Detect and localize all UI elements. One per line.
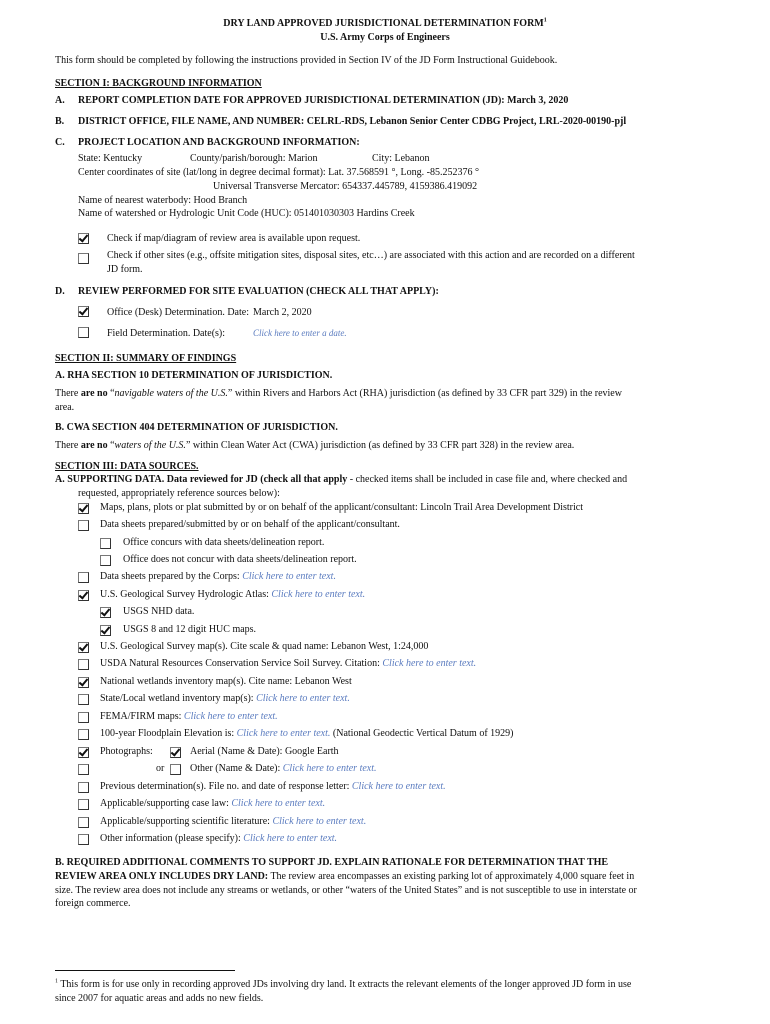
- case-law-checkbox[interactable]: [78, 799, 89, 810]
- rha-text: There are no “navigable waters of the U.S.” within Rivers and Harbors Act (RHA) jurisdiction (as defined by 33 CFR part 329) in the review: [55, 388, 622, 399]
- other-sites-label: Check if other sites (e.g., offsite mitigation sites, disposal sites, etc…) are associated with this action and are recorded on a different: [107, 250, 635, 261]
- utm-field: Universal Transverse Mercator: 654337.445789, 4159386.419092: [213, 181, 478, 192]
- case-law-label: Applicable/supporting case law: Click here to enter text.: [100, 798, 326, 809]
- maps-label: Maps, plans, plots or plat submitted by or on behalf of the applicant/consultant: Lincoln Trail Area Development District: [100, 502, 583, 513]
- report-completion-date: REPORT COMPLETION DATE FOR APPROVED JURISDICTIONAL DETERMINATION (JD): March 3, 2020: [78, 95, 569, 106]
- s1-c-label: C.: [55, 137, 65, 148]
- previous-determination-checkbox[interactable]: [78, 782, 89, 793]
- scientific-literature-checkbox[interactable]: [78, 817, 89, 828]
- state-field: State: Kentucky: [78, 153, 143, 164]
- usgs-map-label: U.S. Geological Survey map(s). Cite scale & quad name: Lebanon West, 1:24,000: [100, 641, 429, 652]
- state-wetland-label: State/Local wetland inventory map(s): Click here to enter text.: [100, 693, 350, 704]
- title-footnote-mark: 1: [543, 17, 547, 24]
- additional-comments-heading: B. REQUIRED ADDITIONAL COMMENTS TO SUPPORT JD. EXPLAIN RATIONALE FOR DETERMINATION THAT THE: [55, 857, 609, 868]
- nrcs-soil-checkbox[interactable]: [78, 659, 89, 670]
- office-not-concur-label: Office does not concur with data sheets/delineation report.: [123, 554, 357, 565]
- other-photo-label: Other (Name & Date): Click here to enter text.: [190, 763, 377, 774]
- watershed-huc: Name of watershed or Hydrologic Unit Code (HUC): 051401030303 Hardins Creek: [78, 208, 415, 219]
- additional-comments-line2: size. The review area does not include any streams or wetlands, or other “waters of the United States” and is not susceptible to use in interstate or: [55, 885, 637, 896]
- other-photo-input[interactable]: Click here to enter text.: [282, 763, 377, 774]
- state-wetland-input[interactable]: Click here to enter text.: [256, 693, 350, 704]
- map-available-label: Check if map/diagram of review area is available upon request.: [107, 233, 361, 244]
- footnote-divider: [55, 970, 235, 971]
- other-sites-checkbox[interactable]: [78, 253, 89, 264]
- supporting-data-heading: A. SUPPORTING DATA. Data reviewed for JD (check all that apply - checked items shall be included in case file and, where checked and: [55, 474, 628, 485]
- nwi-checkbox[interactable]: [78, 677, 89, 688]
- cwa-heading: B. CWA SECTION 404 DETERMINATION OF JURISDICTION.: [55, 422, 338, 433]
- office-determination-checkbox[interactable]: [78, 306, 89, 317]
- rha-text-cont: area.: [55, 402, 75, 413]
- additional-comments-line1: REVIEW AREA ONLY INCLUDES DRY LAND: The review area encompasses an existing parking lot of approximately 4,000 square feet in: [55, 871, 635, 882]
- scientific-literature-label: Applicable/supporting scientific literature: Click here to enter text.: [100, 816, 367, 827]
- city-field: City: Lebanon: [372, 153, 430, 164]
- fema-input[interactable]: Click here to enter text.: [183, 711, 278, 722]
- additional-comments-line3: foreign commerce.: [55, 898, 131, 909]
- field-determination-checkbox[interactable]: [78, 327, 89, 338]
- other-sites-label-cont: JD form.: [107, 264, 143, 275]
- s1-a-label: A.: [55, 95, 65, 106]
- coordinates-field: Center coordinates of site (lat/long in degree decimal format): Lat. 37.568591 °, Long. -85.252376 °: [78, 167, 479, 178]
- or-label: or: [156, 763, 165, 774]
- datasheets-checkbox[interactable]: [78, 520, 89, 531]
- project-location-heading: PROJECT LOCATION AND BACKGROUND INFORMATION:: [78, 137, 360, 148]
- section-2-heading: SECTION II: SUMMARY OF FINDINGS: [55, 353, 237, 364]
- nearest-waterbody: Name of nearest waterbody: Hood Branch: [78, 195, 248, 206]
- datasheets-label: Data sheets prepared/submitted by or on behalf of the applicant/consultant.: [100, 519, 400, 530]
- usgs-atlas-checkbox[interactable]: [78, 590, 89, 601]
- nrcs-soil-label: USDA Natural Resources Conservation Service Soil Survey. Citation: Click here to enter text.: [100, 658, 477, 669]
- corps-datasheets-checkbox[interactable]: [78, 572, 89, 583]
- floodplain-label: 100-year Floodplain Elevation is: Click here to enter text. (National Geodectic Vertical Datum of 1929): [100, 728, 514, 739]
- footnote-text: $^1$ This form is for use only in recording approved JDs involving dry land. It extracts the relevant elements of the longer approved JD form in use: [55, 978, 632, 990]
- nwi-label: National wetlands inventory map(s). Cite name: Lebanon West: [100, 676, 352, 687]
- usgs-nhd-label: USGS NHD data.: [123, 606, 195, 617]
- county-field: County/parish/borough: Marion: [190, 153, 318, 164]
- photographs-label: Photographs:: [100, 746, 153, 757]
- section-1-heading: SECTION I: BACKGROUND INFORMATION: [55, 78, 262, 89]
- other-info-checkbox[interactable]: [78, 834, 89, 845]
- floodplain-checkbox[interactable]: [78, 729, 89, 740]
- s1-d-label: D.: [55, 286, 65, 297]
- case-law-input[interactable]: Click here to enter text.: [231, 798, 326, 809]
- usgs-map-checkbox[interactable]: [78, 642, 89, 653]
- scientific-literature-input[interactable]: Click here to enter text.: [272, 816, 367, 827]
- usgs-atlas-label: U.S. Geological Survey Hydrologic Atlas: Click here to enter text.: [100, 589, 366, 600]
- footnote-mark: 1: [55, 978, 58, 985]
- office-concurs-label: Office concurs with data sheets/delineation report.: [123, 537, 325, 548]
- floodplain-input[interactable]: Click here to enter text.: [236, 728, 331, 739]
- office-determination-date[interactable]: March 2, 2020: [253, 307, 312, 318]
- maps-checkbox[interactable]: [78, 503, 89, 514]
- rha-heading: A. RHA SECTION 10 DETERMINATION OF JURISDICTION.: [55, 370, 333, 381]
- corps-datasheets-label: Data sheets prepared by the Corps: Click here to enter text.: [100, 571, 336, 582]
- form-title: DRY LAND APPROVED JURISDICTIONAL DETERMINATION FORM$^1$: [223, 17, 547, 29]
- footnote-text-cont: since 2007 for aquatic areas and adds no new fields.: [55, 993, 264, 1004]
- nrcs-soil-input[interactable]: Click here to enter text.: [382, 658, 477, 669]
- office-determination-label: Office (Desk) Determination. Date:: [107, 307, 249, 318]
- supporting-data-heading-cont: requested, appropriately reference sources below):: [78, 488, 280, 499]
- usgs-huc-checkbox[interactable]: [100, 625, 111, 636]
- cwa-text: There are no “waters of the U.S.” within Clean Water Act (CWA) jurisdiction (as defined by 33 CFR part 328) in the review area.: [55, 440, 575, 451]
- field-determination-label: Field Determination. Date(s):: [107, 328, 226, 339]
- previous-determination-label: Previous determination(s). File no. and date of response letter: Click here to enter text.: [100, 781, 446, 792]
- usgs-nhd-checkbox[interactable]: [100, 607, 111, 618]
- section-3-heading: SECTION III: DATA SOURCES.: [55, 461, 199, 472]
- s1-b-label: B.: [55, 116, 65, 127]
- photographs-checkbox[interactable]: [78, 747, 89, 758]
- office-concurs-checkbox[interactable]: [100, 538, 111, 549]
- state-wetland-checkbox[interactable]: [78, 694, 89, 705]
- aerial-checkbox[interactable]: [170, 747, 181, 758]
- map-available-checkbox[interactable]: [78, 233, 89, 244]
- agency-name: U.S. Army Corps of Engineers: [320, 32, 450, 43]
- corps-datasheets-input[interactable]: Click here to enter text.: [242, 571, 336, 582]
- previous-determination-input[interactable]: Click here to enter text.: [351, 781, 446, 792]
- usgs-atlas-input[interactable]: Click here to enter text.: [271, 589, 366, 600]
- fema-label: FEMA/FIRM maps: Click here to enter text.: [100, 711, 278, 722]
- other-photo-checkbox[interactable]: [170, 764, 181, 775]
- review-performed-heading: REVIEW PERFORMED FOR SITE EVALUATION (CHECK ALL THAT APPLY):: [78, 286, 439, 297]
- fema-checkbox[interactable]: [78, 712, 89, 723]
- other-info-label: Other information (please specify): Click here to enter text.: [100, 833, 338, 844]
- intro-text: This form should be completed by following the instructions provided in Section IV of the JD Form Instructional Guidebook.: [55, 55, 558, 66]
- aerial-label: Aerial (Name & Date): Google Earth: [190, 746, 339, 757]
- other-info-input[interactable]: Click here to enter text.: [243, 833, 338, 844]
- field-date-input[interactable]: Click here to enter a date.: [253, 328, 347, 338]
- district-office-file: DISTRICT OFFICE, FILE NAME, AND NUMBER: CELRL-RDS, Lebanon Senior Center CDBG Project, LRL-2020-00190-pjl: [78, 116, 627, 127]
- photo-blank-checkbox[interactable]: [78, 764, 89, 775]
- office-not-concur-checkbox[interactable]: [100, 555, 111, 566]
- usgs-huc-label: USGS 8 and 12 digit HUC maps.: [123, 624, 257, 635]
